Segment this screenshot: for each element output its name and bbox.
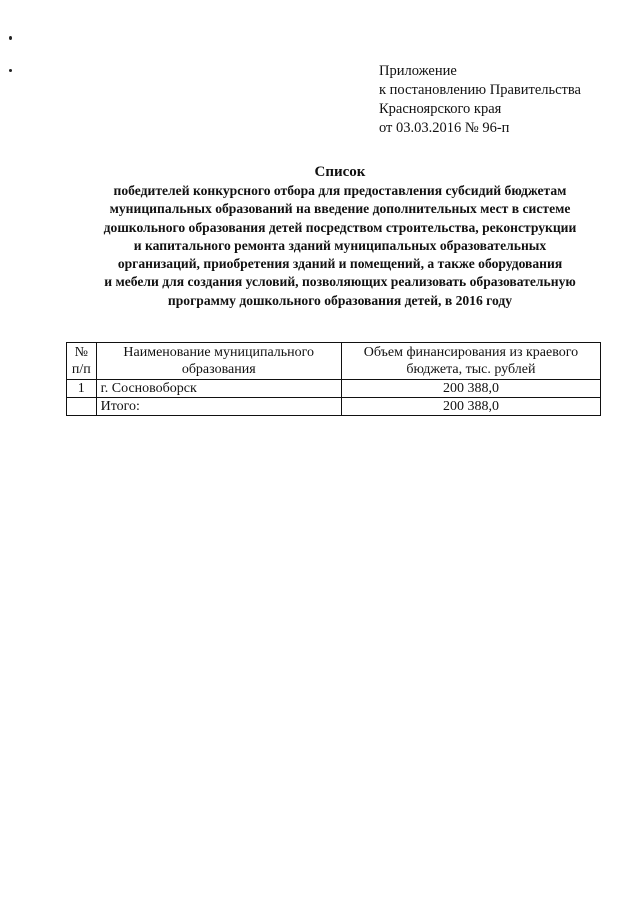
row-number: 1 — [67, 380, 97, 398]
total-funding: 200 388,0 — [341, 398, 600, 416]
appendix-line: от 03.03.2016 № 96-п — [379, 120, 510, 136]
appendix-line: Красноярского края — [379, 101, 502, 117]
row-municipality: г. Сосновоборск — [96, 380, 341, 398]
header-municipality: Наименование муниципального образования — [96, 343, 341, 380]
table-header-row — [67, 343, 601, 380]
appendix-line: к постановлению Правительства — [379, 82, 581, 98]
title-line: муниципальных образований на введение дополнительных мест в системе — [109, 201, 571, 217]
funding-table — [66, 342, 601, 416]
title-main: Список — [314, 164, 366, 180]
title-line: дошкольного образования детей посредством строительства, реконструкции — [103, 219, 577, 235]
title-line: программу дошкольного образования детей, в 2016 году — [167, 292, 513, 308]
appendix-block — [379, 62, 581, 138]
header-funding: Объем финансирования из краевого бюджета, тыс. рублей — [341, 343, 600, 380]
table-row — [67, 380, 601, 398]
scan-speck — [9, 69, 12, 72]
total-number-cell — [67, 398, 97, 416]
title-line: организаций, приобретения зданий и помещений, а также оборудования — [117, 256, 563, 272]
appendix-line: Приложение — [379, 63, 457, 79]
document-title — [40, 163, 640, 310]
total-label: Итого: — [96, 398, 341, 416]
title-line: и мебели для создания условий, позволяющих реализовать образовательную — [104, 274, 576, 290]
table-total-row — [67, 398, 601, 416]
title-line: и капитального ремонта зданий муниципальных образовательных — [133, 237, 547, 253]
scan-speck — [9, 36, 12, 40]
header-number: № п/п — [67, 343, 97, 380]
title-line: победителей конкурсного отбора для предоставления субсидий бюджетам — [113, 183, 567, 198]
row-funding: 200 388,0 — [341, 380, 600, 398]
